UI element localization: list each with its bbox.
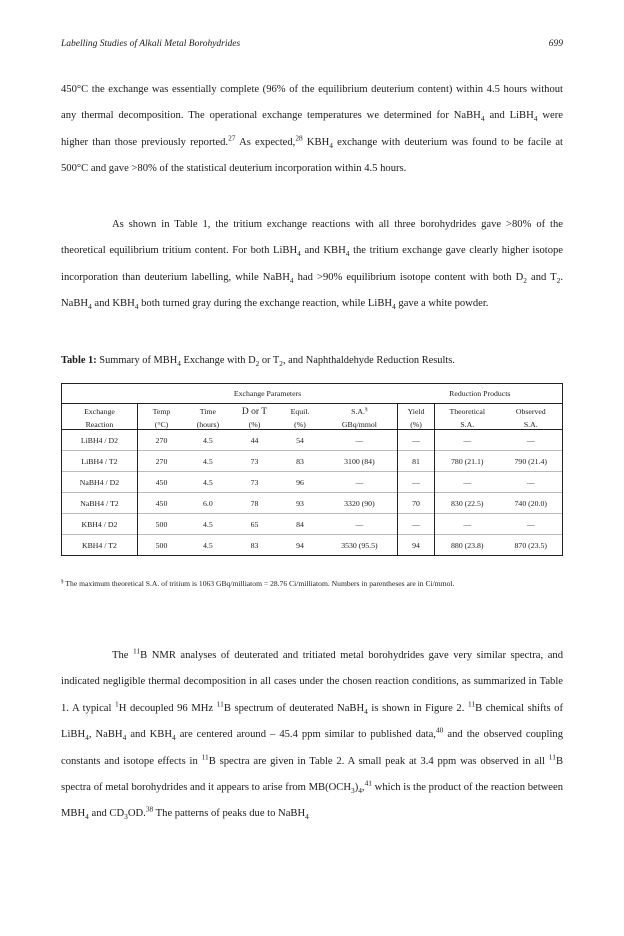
group-header-exchange: Exchange Parameters <box>233 389 302 398</box>
column-header: S.A.§ GBq/mmol <box>322 404 398 430</box>
cell-theo: 780 (21.1) <box>451 456 484 466</box>
cell-yield: 81 <box>398 451 435 472</box>
cell-sa: 3530 (95.5) <box>322 535 398 556</box>
column-header: Temp (°C) <box>152 407 171 429</box>
cell-time: 6.0 <box>203 498 213 508</box>
cell-equil: 94 <box>296 540 304 550</box>
cell-reaction: NaBH4 / D2 <box>62 472 138 493</box>
cell-temp: 270 <box>155 456 168 466</box>
cell-reaction: KBH4 / T2 <box>62 535 138 556</box>
cell-time: 4.5 <box>203 519 213 529</box>
cell-obs: — <box>500 514 563 535</box>
cell-reaction: NaBH4 / T2 <box>62 493 138 514</box>
cell-equil: 93 <box>296 498 304 508</box>
paragraph-1: 450°C the exchange was essentially complete (96% of the equilibrium deuterium content) within 4.5 hours without any thermal decomposition. The operational exchange temperatures we determined for NaBH$_4$ and LiBH$_4$ were higher than those previously reported.$^{27}$ As expected,$^{28}$ $KBH_4$ exchange with deuterium was found to be facile at 500°C and gave >80% of the statistical deuterium incorporation within 4.5 hours. <box>61 84 563 175</box>
cell-theo: 880 (23.8) <box>451 540 484 550</box>
table-footnote: § The maximum theoretical S.A. of tritium is 1063 GBq/milliatom = 28.76 Ci/milliatom. Numbers in parentheses are in Ci/mmol. <box>61 578 455 588</box>
column-header: Time (hours) <box>196 407 220 429</box>
page-number: 699 <box>548 39 563 49</box>
cell-sa: 3320 (90) <box>322 493 398 514</box>
citation-38: 38 <box>145 804 154 814</box>
table-caption: Table 1: Summary of $MBH_4$ Exchange with $D_2$ or $T_2$, and Naphthaldehyde Reduction Results. <box>61 355 455 369</box>
column-header: Theoretical S.A. <box>449 407 486 429</box>
cell-sa: — <box>322 514 398 535</box>
cell-obs: 870 (23.5) <box>500 535 563 556</box>
cell-time: 4.5 <box>203 540 213 550</box>
group-header-reduction: Reduction Products <box>398 384 563 404</box>
cell-yield: — <box>398 430 435 451</box>
column-header: Observed S.A. <box>500 404 563 430</box>
cell-temp: 500 <box>155 519 168 529</box>
cell-time: 4.5 <box>203 435 213 445</box>
table-row <box>62 472 563 493</box>
citation-28: 28 <box>295 133 303 143</box>
cell-dort: 44 <box>250 435 259 445</box>
results-table <box>61 383 563 556</box>
cell-yield: — <box>398 514 435 535</box>
cell-temp: 450 <box>155 498 168 508</box>
cell-equil: 96 <box>296 477 304 487</box>
cell-reaction: LiBH4 / D2 <box>62 430 138 451</box>
cell-sa: — <box>322 472 398 493</box>
running-header <box>61 39 563 49</box>
cell-time: 4.5 <box>203 477 213 487</box>
cell-reaction: KBH4 / D2 <box>62 514 138 535</box>
cell-reaction: LiBH4 / T2 <box>62 451 138 472</box>
cell-dort: 73 <box>250 456 259 466</box>
cell-temp: 500 <box>155 540 168 550</box>
table-row <box>62 430 563 451</box>
cell-obs: — <box>500 430 563 451</box>
column-header: Yield (%) <box>398 404 435 430</box>
cell-dort: 83 <box>250 540 259 550</box>
cell-obs: 740 (20.0) <box>500 493 563 514</box>
cell-theo: — <box>463 477 472 487</box>
cell-equil: 83 <box>296 456 304 466</box>
table-row <box>62 451 563 472</box>
cell-theo: 830 (22.5) <box>451 498 484 508</box>
table-row <box>62 493 563 514</box>
citation-40: 40 <box>435 725 444 735</box>
cell-dort: 65 <box>250 519 259 529</box>
cell-theo: — <box>463 519 472 529</box>
column-header: Equil. (%) <box>290 407 310 429</box>
column-header: D or T (%) <box>241 407 268 429</box>
cell-time: 4.5 <box>203 456 213 466</box>
table-row <box>62 535 563 556</box>
cell-yield: 70 <box>398 493 435 514</box>
cell-equil: 54 <box>296 435 304 445</box>
cell-dort: 73 <box>250 477 259 487</box>
running-title: Labelling Studies of Alkali Metal Borohydrides <box>61 39 241 49</box>
column-header: Exchange Reaction <box>62 404 138 430</box>
cell-theo: — <box>463 435 472 445</box>
cell-dort: 78 <box>250 498 259 508</box>
table-row <box>62 514 563 535</box>
cell-temp: 450 <box>155 477 168 487</box>
cell-sa: — <box>322 430 398 451</box>
cell-obs: — <box>500 472 563 493</box>
cell-equil: 84 <box>296 519 304 529</box>
paragraph-3: The $^{11}$B NMR analyses of deuterated and tritiated metal borohydrides gave very similar spectra, and indicated negligible thermal decomposition in all cases under the chosen reaction conditions, as summarized in Table 1. A typical $^1$H decoupled 96 MHz $^{11}$B spectrum of deuterated NaBH$_4$ is shown in Figure 2. $^{11}$B chemical shifts of LiBH$_4$, NaBH$_4$ and $KBH_4$ are centered around – 45.4 ppm similar to published data,$^{40}$ and the observed coupling constants and isotope effects in $^{11}$B spectra are given in Table 2. A small peak at 3.4 ppm was observed in all $^{11}$B spectra of metal borohydrides and it appears to arise from $MB(OCH_3)_4,^{41}$ which is the product of the reaction between $MBH_4$ and $CD_3OD.^{38}$ The patterns of peaks due to NaBH$_4$ <box>61 646 564 822</box>
citation-27: 27 <box>228 133 236 143</box>
cell-sa: 3100 (84) <box>322 451 398 472</box>
citation-41: 41 <box>364 778 372 788</box>
cell-yield: 94 <box>398 535 435 556</box>
paragraph-2: As shown in Table 1, the tritium exchange reactions with all three borohydrides gave >80% of the theoretical equilibrium tritium content. For both LiBH$_4$ and $KBH_4$ the tritium exchange gave clearly higher isotope incorporation than deuterium labelling, while NaBH$_4$ had >90% equilibrium isotope content with both $D_2$ and $T_2$. NaBH$_4$ and $KBH_4$ both turned gray during the exchange reaction, while LiBH$_4$ gave a white powder. <box>61 219 563 312</box>
cell-obs: 790 (21.4) <box>500 451 563 472</box>
cell-temp: 270 <box>155 435 168 445</box>
cell-yield: — <box>398 472 435 493</box>
